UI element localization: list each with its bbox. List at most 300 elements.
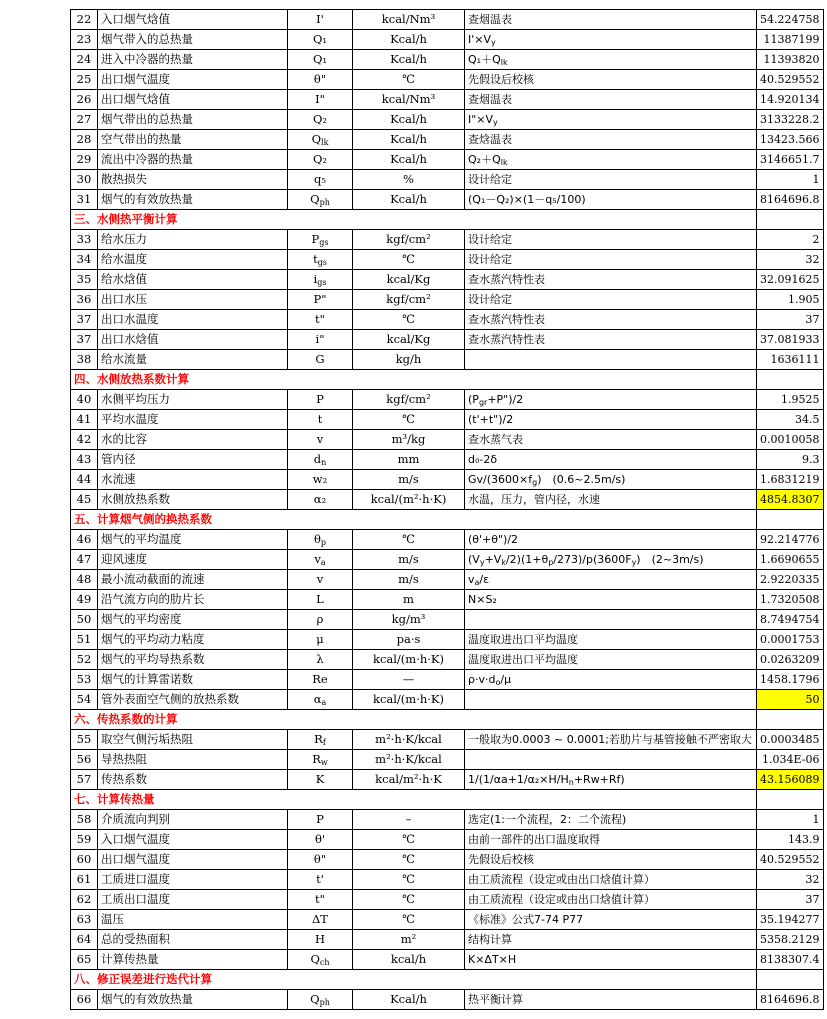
formula-cell[interactable]: $1/(1/\alpha a+1/\alpha_2\times H/H_n+Rw+Rf)$ <box>465 770 757 790</box>
item-name-cell[interactable]: 出口烟气温度 <box>98 850 288 870</box>
value-cell[interactable]: 40.529552 <box>757 850 824 870</box>
symbol-cell[interactable]: $\alpha_a$ <box>288 690 353 710</box>
formula-cell[interactable]: 查水蒸汽特性表 <box>465 310 757 330</box>
value-cell[interactable]: 3146651.7 <box>757 150 824 170</box>
item-name-cell[interactable]: 传热系数 <box>98 770 288 790</box>
item-name-cell[interactable]: 导热热阻 <box>98 750 288 770</box>
symbol-cell[interactable]: I' <box>288 10 353 30</box>
row-number-cell[interactable]: 47 <box>71 550 98 570</box>
row-number-cell[interactable]: 37 <box>71 330 98 350</box>
formula-cell[interactable]: N×S₂ <box>465 590 757 610</box>
formula-cell[interactable]: $\rho\cdot v\cdot d_o/\mu$ <box>465 670 757 690</box>
unit-cell[interactable]: Kcal/h <box>353 150 465 170</box>
row-number-cell[interactable]: 54 <box>71 690 98 710</box>
value-cell[interactable]: 32.091625 <box>757 270 824 290</box>
formula-cell[interactable]: 由前一部件的出口温度取得 <box>465 830 757 850</box>
value-cell[interactable]: 40.529552 <box>757 70 824 90</box>
row-number-cell[interactable]: 62 <box>71 890 98 910</box>
value-cell[interactable]: 0.0003485 <box>757 730 824 750</box>
value-cell[interactable]: 1 <box>757 170 824 190</box>
value-cell[interactable]: 1458.1796 <box>757 670 824 690</box>
calculation-sheet <box>70 9 824 1010</box>
row-number-cell[interactable]: 59 <box>71 830 98 850</box>
unit-cell[interactable]: Kcal/h <box>353 50 465 70</box>
formula-cell[interactable]: 查水蒸气表 <box>465 430 757 450</box>
symbol-cell[interactable]: P <box>288 390 353 410</box>
value-cell[interactable]: 0.0263209 <box>757 650 824 670</box>
row-number-cell[interactable]: 22 <box>71 10 98 30</box>
unit-cell[interactable]: ℃ <box>353 910 465 930</box>
symbol-cell[interactable]: P <box>288 810 353 830</box>
unit-cell[interactable]: kg/m³ <box>353 610 465 630</box>
unit-cell[interactable]: m² <box>353 930 465 950</box>
formula-cell[interactable]: 由工质流程（设定或由出口焓值计算） <box>465 890 757 910</box>
item-name-cell[interactable]: 总的受热面积 <box>98 930 288 950</box>
symbol-cell[interactable]: θ" <box>288 70 353 90</box>
formula-cell[interactable]: 查焓温表 <box>465 130 757 150</box>
unit-cell[interactable]: Kcal/h <box>353 990 465 1010</box>
item-name-cell[interactable]: 管外表面空气侧的放热系数 <box>98 690 288 710</box>
value-cell[interactable]: 43.156089 <box>757 770 824 790</box>
item-name-cell[interactable]: 入口烟气焓值 <box>98 10 288 30</box>
table-row <box>71 50 824 70</box>
table-row <box>71 450 824 470</box>
item-name-cell[interactable]: 空气带出的热量 <box>98 130 288 150</box>
table-row <box>71 90 824 110</box>
unit-cell[interactable]: m²·h·K/kcal <box>353 750 465 770</box>
symbol-cell[interactable]: α₂ <box>288 490 353 510</box>
formula-cell[interactable]: $(P_{gr}+P")/2$ <box>465 390 757 410</box>
unit-cell[interactable]: kcal/Nm³ <box>353 90 465 110</box>
table-row <box>71 870 824 890</box>
symbol-cell[interactable]: θ" <box>288 850 353 870</box>
item-name-cell[interactable]: 出口水压 <box>98 290 288 310</box>
value-cell[interactable]: 0.0010058 <box>757 430 824 450</box>
formula-cell[interactable]: 先假设后校核 <box>465 70 757 90</box>
item-name-cell[interactable]: 流出中冷器的热量 <box>98 150 288 170</box>
unit-cell[interactable]: ℃ <box>353 310 465 330</box>
row-number-cell[interactable]: 50 <box>71 610 98 630</box>
symbol-cell[interactable]: v <box>288 430 353 450</box>
value-cell[interactable]: 1.7320508 <box>757 590 824 610</box>
value-cell[interactable]: 54.224758 <box>757 10 824 30</box>
row-number-cell[interactable]: 44 <box>71 470 98 490</box>
row-number-cell[interactable]: 23 <box>71 30 98 50</box>
table-row <box>71 330 824 350</box>
row-number-cell[interactable]: 51 <box>71 630 98 650</box>
item-name-cell[interactable]: 计算传热量 <box>98 950 288 970</box>
unit-cell[interactable]: — <box>353 670 465 690</box>
formula-cell[interactable]: $Q_1+Q_{lk}$ <box>465 50 757 70</box>
symbol-cell[interactable]: P" <box>288 290 353 310</box>
section-title[interactable]: 七、计算传热量 <box>71 790 757 810</box>
item-name-cell[interactable]: 烟气的平均动力粘度 <box>98 630 288 650</box>
formula-cell[interactable] <box>465 610 757 630</box>
row-number-cell[interactable]: 45 <box>71 490 98 510</box>
section-empty-cell[interactable] <box>757 790 824 810</box>
symbol-cell[interactable]: $P_{gs}$ <box>288 230 353 250</box>
unit-cell[interactable]: ℃ <box>353 830 465 850</box>
row-number-cell[interactable]: 42 <box>71 430 98 450</box>
row-number-cell[interactable]: 53 <box>71 670 98 690</box>
formula-cell[interactable]: 查水蒸汽特性表 <box>465 270 757 290</box>
item-name-cell[interactable]: 水的比容 <box>98 430 288 450</box>
section-empty-cell[interactable] <box>757 710 824 730</box>
section-header-row <box>71 710 824 730</box>
unit-cell[interactable]: kcal/Nm³ <box>353 10 465 30</box>
symbol-cell[interactable]: w₂ <box>288 470 353 490</box>
value-cell[interactable]: 8.7494754 <box>757 610 824 630</box>
item-name-cell[interactable]: 入口烟气温度 <box>98 830 288 850</box>
value-cell[interactable]: 9.3 <box>757 450 824 470</box>
formula-cell[interactable]: 由工质流程（设定或由出口焓值计算） <box>465 870 757 890</box>
symbol-cell[interactable]: $t_{gs}$ <box>288 250 353 270</box>
value-cell[interactable]: 1.6831219 <box>757 470 824 490</box>
formula-cell[interactable]: $I"\times V_y$ <box>465 110 757 130</box>
item-name-cell[interactable]: 烟气的计算雷诺数 <box>98 670 288 690</box>
item-name-cell[interactable]: 散热损失 <box>98 170 288 190</box>
item-name-cell[interactable]: 烟气的平均导热系数 <box>98 650 288 670</box>
formula-cell[interactable]: 结构计算 <box>465 930 757 950</box>
item-name-cell[interactable]: 沿气流方向的肋片长 <box>98 590 288 610</box>
formula-cell[interactable]: 《标准》公式7-74 P77 <box>465 910 757 930</box>
item-name-cell[interactable]: 出口水温度 <box>98 310 288 330</box>
unit-cell[interactable]: m²·h·K/kcal <box>353 730 465 750</box>
unit-cell[interactable]: % <box>353 170 465 190</box>
unit-cell[interactable]: m <box>353 590 465 610</box>
symbol-cell[interactable]: t' <box>288 870 353 890</box>
row-number-cell[interactable]: 55 <box>71 730 98 750</box>
value-cell[interactable]: 2 <box>757 230 824 250</box>
value-cell[interactable]: 13423.566 <box>757 130 824 150</box>
value-cell[interactable]: 11387199 <box>757 30 824 50</box>
row-number-cell[interactable]: 58 <box>71 810 98 830</box>
symbol-cell[interactable]: G <box>288 350 353 370</box>
formula-cell[interactable]: 查水蒸汽特性表 <box>465 330 757 350</box>
row-number-cell[interactable]: 37 <box>71 310 98 330</box>
formula-cell[interactable]: $(V_y+V_k/2)(1+\theta_p/273)/p(3600F_y)$ (2~3m/s) <box>465 550 757 570</box>
symbol-cell[interactable]: Q₁ <box>288 30 353 50</box>
row-number-cell[interactable]: 38 <box>71 350 98 370</box>
value-cell[interactable]: 1.6690655 <box>757 550 824 570</box>
symbol-cell[interactable]: $R_w$ <box>288 750 353 770</box>
item-name-cell[interactable]: 水侧平均压力 <box>98 390 288 410</box>
formula-cell[interactable]: K×ΔT×H <box>465 950 757 970</box>
value-cell[interactable]: 1.905 <box>757 290 824 310</box>
unit-cell[interactable]: Kcal/h <box>353 130 465 150</box>
row-number-cell[interactable]: 52 <box>71 650 98 670</box>
symbol-cell[interactable]: μ <box>288 630 353 650</box>
symbol-cell[interactable]: $R_f$ <box>288 730 353 750</box>
unit-cell[interactable]: kgf/cm² <box>353 390 465 410</box>
value-cell[interactable]: 37 <box>757 890 824 910</box>
symbol-cell[interactable]: Q₂ <box>288 150 353 170</box>
value-cell[interactable]: 14.920134 <box>757 90 824 110</box>
symbol-cell[interactable]: K <box>288 770 353 790</box>
unit-cell[interactable]: ℃ <box>353 70 465 90</box>
unit-cell[interactable]: kcal/Kg <box>353 270 465 290</box>
formula-cell[interactable]: d₀-2δ <box>465 450 757 470</box>
formula-cell[interactable]: (θ'+θ")/2 <box>465 530 757 550</box>
item-name-cell[interactable]: 给水温度 <box>98 250 288 270</box>
value-cell[interactable]: 1.9525 <box>757 390 824 410</box>
symbol-cell[interactable]: H <box>288 930 353 950</box>
value-cell[interactable]: 8164696.8 <box>757 990 824 1010</box>
symbol-cell[interactable]: $i_{gs}$ <box>288 270 353 290</box>
formula-cell[interactable]: 查烟温表 <box>465 90 757 110</box>
unit-cell[interactable]: kcal/(m·h·K) <box>353 650 465 670</box>
symbol-cell[interactable]: i" <box>288 330 353 350</box>
item-name-cell[interactable]: 出口水焓值 <box>98 330 288 350</box>
unit-cell[interactable]: kgf/cm² <box>353 230 465 250</box>
formula-cell[interactable] <box>465 350 757 370</box>
table-row <box>71 730 824 750</box>
value-cell[interactable]: 143.9 <box>757 830 824 850</box>
row-number-cell[interactable]: 63 <box>71 910 98 930</box>
row-number-cell[interactable]: 48 <box>71 570 98 590</box>
item-name-cell[interactable]: 介质流向判别 <box>98 810 288 830</box>
symbol-cell[interactable]: Re <box>288 670 353 690</box>
symbol-cell[interactable]: t <box>288 410 353 430</box>
sheet-body <box>71 10 824 1010</box>
value-cell[interactable]: 1636111 <box>757 350 824 370</box>
formula-cell[interactable]: $Gv/(3600\times f_g)$ (0.6~2.5m/s) <box>465 470 757 490</box>
item-name-cell[interactable]: 最小流动截面的流速 <box>98 570 288 590</box>
symbol-cell[interactable]: $Q_{ph}$ <box>288 190 353 210</box>
symbol-cell[interactable]: $Q_{ph}$ <box>288 990 353 1010</box>
formula-cell[interactable]: 先假设后校核 <box>465 850 757 870</box>
formula-cell[interactable]: $I'\times V_y$ <box>465 30 757 50</box>
value-cell[interactable]: 1 <box>757 810 824 830</box>
row-number-cell[interactable]: 33 <box>71 230 98 250</box>
item-name-cell[interactable]: 平均水温度 <box>98 410 288 430</box>
item-name-cell[interactable]: 烟气的有效放热量 <box>98 990 288 1010</box>
section-empty-cell[interactable] <box>757 370 824 390</box>
unit-cell[interactable]: m/s <box>353 550 465 570</box>
formula-cell[interactable]: (Q₁－Q₂)×(1－q₅/100) <box>465 190 757 210</box>
symbol-cell[interactable]: θ' <box>288 830 353 850</box>
formula-cell[interactable]: 水温，压力，管内径，水速 <box>465 490 757 510</box>
unit-cell[interactable]: kcal/(m·h·K) <box>353 690 465 710</box>
table-row <box>71 930 824 950</box>
symbol-cell[interactable]: λ <box>288 650 353 670</box>
symbol-cell[interactable]: $\theta_p$ <box>288 530 353 550</box>
table-row <box>71 830 824 850</box>
item-name-cell[interactable]: 出口烟气焓值 <box>98 90 288 110</box>
row-number-cell[interactable]: 60 <box>71 850 98 870</box>
symbol-cell[interactable]: t" <box>288 310 353 330</box>
formula-cell[interactable]: 温度取进出口平均温度 <box>465 650 757 670</box>
symbol-cell[interactable]: Q₂ <box>288 110 353 130</box>
symbol-cell[interactable]: v <box>288 570 353 590</box>
table-row <box>71 310 824 330</box>
value-cell[interactable]: 3133228.2 <box>757 110 824 130</box>
item-name-cell[interactable]: 烟气的平均温度 <box>98 530 288 550</box>
formula-cell[interactable]: 设计给定 <box>465 230 757 250</box>
value-cell[interactable]: 32 <box>757 250 824 270</box>
unit-cell[interactable]: kcal/h <box>353 950 465 970</box>
symbol-cell[interactable]: Q₁ <box>288 50 353 70</box>
table-row <box>71 670 824 690</box>
row-number-cell[interactable]: 31 <box>71 190 98 210</box>
item-name-cell[interactable]: 给水焓值 <box>98 270 288 290</box>
unit-cell[interactable]: pa·s <box>353 630 465 650</box>
section-empty-cell[interactable] <box>757 970 824 990</box>
table-row <box>71 70 824 90</box>
symbol-cell[interactable]: $v_a$ <box>288 550 353 570</box>
table-row <box>71 130 824 150</box>
formula-cell[interactable]: 设计给定 <box>465 170 757 190</box>
row-number-cell[interactable]: 35 <box>71 270 98 290</box>
value-cell[interactable]: 4854.8307 <box>757 490 824 510</box>
unit-cell[interactable]: kcal/(m²·h·K) <box>353 490 465 510</box>
symbol-cell[interactable]: L <box>288 590 353 610</box>
item-name-cell[interactable]: 管内径 <box>98 450 288 470</box>
symbol-cell[interactable]: $Q_{lk}$ <box>288 130 353 150</box>
row-number-cell[interactable]: 49 <box>71 590 98 610</box>
formula-cell[interactable]: (t'+t")/2 <box>465 410 757 430</box>
value-cell[interactable]: 34.5 <box>757 410 824 430</box>
item-name-cell[interactable]: 水流速 <box>98 470 288 490</box>
table-row <box>71 530 824 550</box>
row-number-cell[interactable]: 56 <box>71 750 98 770</box>
unit-cell[interactable]: mm <box>353 450 465 470</box>
item-name-cell[interactable]: 工质进口温度 <box>98 870 288 890</box>
symbol-cell[interactable]: I" <box>288 90 353 110</box>
row-number-cell[interactable]: 64 <box>71 930 98 950</box>
symbol-cell[interactable]: ΔT <box>288 910 353 930</box>
row-number-cell[interactable]: 24 <box>71 50 98 70</box>
row-number-cell[interactable]: 61 <box>71 870 98 890</box>
value-cell[interactable]: 8164696.8 <box>757 190 824 210</box>
section-title[interactable]: 五、计算烟气侧的换热系数 <box>71 510 757 530</box>
item-name-cell[interactable]: 水侧放热系数 <box>98 490 288 510</box>
item-name-cell[interactable]: 烟气的有效放热量 <box>98 190 288 210</box>
item-name-cell[interactable]: 出口烟气温度 <box>98 70 288 90</box>
item-name-cell[interactable]: 烟气的平均密度 <box>98 610 288 630</box>
item-name-cell[interactable]: 工质出口温度 <box>98 890 288 910</box>
unit-cell[interactable]: ℃ <box>353 890 465 910</box>
formula-cell[interactable] <box>465 690 757 710</box>
symbol-cell[interactable]: ρ <box>288 610 353 630</box>
row-number-cell[interactable]: 46 <box>71 530 98 550</box>
table-row <box>71 230 824 250</box>
unit-cell[interactable]: kcal/m²·h·K <box>353 770 465 790</box>
row-number-cell[interactable]: 57 <box>71 770 98 790</box>
unit-cell[interactable]: kgf/cm² <box>353 290 465 310</box>
item-name-cell[interactable]: 烟气带出的总热量 <box>98 110 288 130</box>
row-number-cell[interactable]: 40 <box>71 390 98 410</box>
section-header-row <box>71 510 824 530</box>
table-row <box>71 410 824 430</box>
section-empty-cell[interactable] <box>757 210 824 230</box>
value-cell[interactable]: 5358.2129 <box>757 930 824 950</box>
symbol-cell[interactable]: t" <box>288 890 353 910</box>
section-title[interactable]: 六、传热系数的计算 <box>71 710 757 730</box>
symbol-cell[interactable]: $d_n$ <box>288 450 353 470</box>
value-cell[interactable]: 8138307.4 <box>757 950 824 970</box>
formula-cell[interactable]: 选定(1:一个流程，2：二个流程) <box>465 810 757 830</box>
item-name-cell[interactable]: 进入中冷器的热量 <box>98 50 288 70</box>
unit-cell[interactable]: Kcal/h <box>353 110 465 130</box>
row-number-cell[interactable]: 36 <box>71 290 98 310</box>
row-number-cell[interactable]: 66 <box>71 990 98 1010</box>
unit-cell[interactable]: m³/kg <box>353 430 465 450</box>
unit-cell[interactable]: m/s <box>353 570 465 590</box>
unit-cell[interactable]: m/s <box>353 470 465 490</box>
row-number-cell[interactable]: 41 <box>71 410 98 430</box>
row-number-cell[interactable]: 43 <box>71 450 98 470</box>
table-row <box>71 770 824 790</box>
value-cell[interactable]: 37.081933 <box>757 330 824 350</box>
row-number-cell[interactable]: 26 <box>71 90 98 110</box>
item-name-cell[interactable]: 烟气带入的总热量 <box>98 30 288 50</box>
row-number-cell[interactable]: 34 <box>71 250 98 270</box>
section-empty-cell[interactable] <box>757 510 824 530</box>
unit-cell[interactable]: kcal/Kg <box>353 330 465 350</box>
unit-cell[interactable]: ℃ <box>353 410 465 430</box>
value-cell[interactable]: 92.214776 <box>757 530 824 550</box>
section-title[interactable]: 四、水侧放热系数计算 <box>71 370 757 390</box>
row-number-cell[interactable]: 25 <box>71 70 98 90</box>
unit-cell[interactable]: Kcal/h <box>353 190 465 210</box>
formula-cell[interactable]: 热平衡计算 <box>465 990 757 1010</box>
value-cell[interactable]: 2.9220335 <box>757 570 824 590</box>
table-row <box>71 110 824 130</box>
formula-cell[interactable]: 温度取进出口平均温度 <box>465 630 757 650</box>
formula-cell[interactable]: $Q_2+Q_{lk}$ <box>465 150 757 170</box>
unit-cell[interactable]: ℃ <box>353 250 465 270</box>
table-row <box>71 650 824 670</box>
value-cell[interactable]: 11393820 <box>757 50 824 70</box>
row-number-cell[interactable]: 27 <box>71 110 98 130</box>
row-number-cell[interactable]: 30 <box>71 170 98 190</box>
formula-cell[interactable]: 设计给定 <box>465 290 757 310</box>
row-number-cell[interactable]: 65 <box>71 950 98 970</box>
section-header-row <box>71 370 824 390</box>
item-name-cell[interactable]: 取空气侧污垢热阻 <box>98 730 288 750</box>
row-number-cell[interactable]: 29 <box>71 150 98 170</box>
section-title[interactable]: 三、水侧热平衡计算 <box>71 210 757 230</box>
value-cell[interactable]: 32 <box>757 870 824 890</box>
value-cell[interactable]: 37 <box>757 310 824 330</box>
unit-cell[interactable]: ℃ <box>353 850 465 870</box>
value-cell[interactable]: 35.194277 <box>757 910 824 930</box>
unit-cell[interactable]: Kcal/h <box>353 30 465 50</box>
table-row <box>71 590 824 610</box>
formula-cell[interactable]: $v_a/\varepsilon$ <box>465 570 757 590</box>
row-number-cell[interactable]: 28 <box>71 130 98 150</box>
item-name-cell[interactable]: 给水流量 <box>98 350 288 370</box>
formula-cell[interactable]: 一般取为0.0003 ~ 0.0001;若肋片与基管接触不严密取大 <box>465 730 757 750</box>
value-cell[interactable]: 1.034E-06 <box>757 750 824 770</box>
unit-cell[interactable]: ℃ <box>353 870 465 890</box>
formula-cell[interactable]: 查烟温表 <box>465 10 757 30</box>
item-name-cell[interactable]: 给水压力 <box>98 230 288 250</box>
value-cell[interactable]: 50 <box>757 690 824 710</box>
unit-cell[interactable]: – <box>353 810 465 830</box>
symbol-cell[interactable]: $Q_{ch}$ <box>288 950 353 970</box>
unit-cell[interactable]: kg/h <box>353 350 465 370</box>
unit-cell[interactable]: ℃ <box>353 530 465 550</box>
formula-cell[interactable]: 设计给定 <box>465 250 757 270</box>
symbol-cell[interactable]: q₅ <box>288 170 353 190</box>
item-name-cell[interactable]: 迎风速度 <box>98 550 288 570</box>
formula-cell[interactable] <box>465 750 757 770</box>
value-cell[interactable]: 0.0001753 <box>757 630 824 650</box>
item-name-cell[interactable]: 温压 <box>98 910 288 930</box>
section-title[interactable]: 八、修正误差进行迭代计算 <box>71 970 757 990</box>
